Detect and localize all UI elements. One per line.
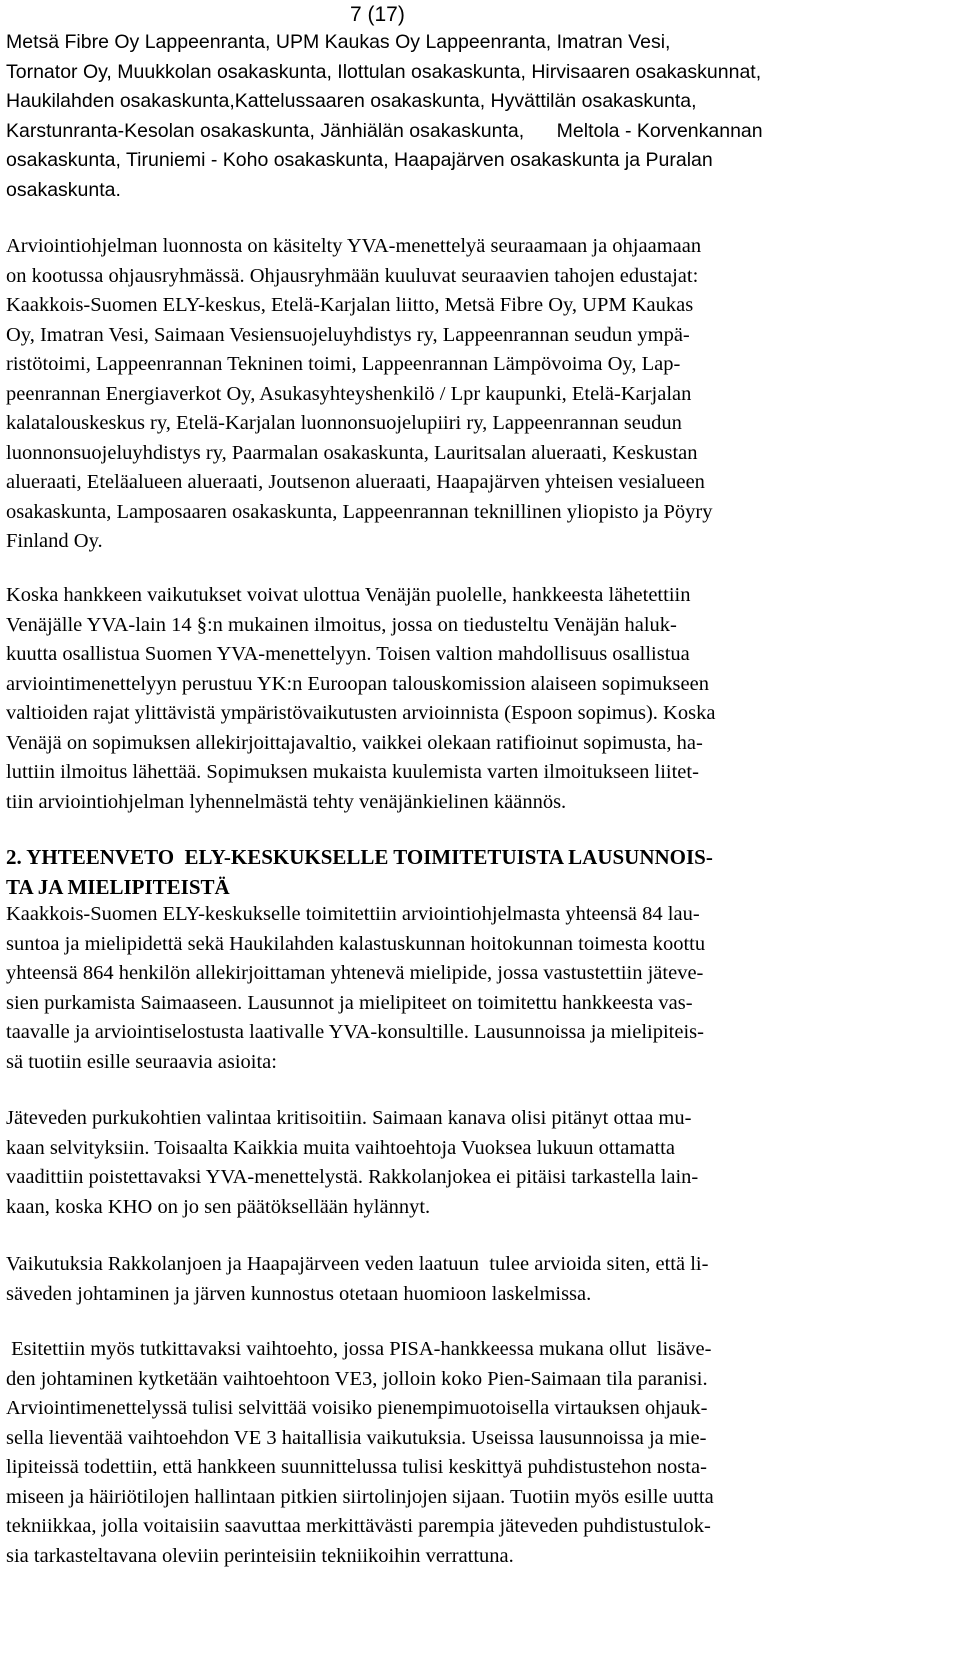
text-line: Karstunranta-Kesolan osakaskunta, Jänhiälän osakaskunta, Meltola - Korvenkannan <box>6 119 763 142</box>
text-line: miseen ja häiriötilojen hallintaan pitkien siirtolinjojen sijaan. Tuotiin myös esille uutta <box>6 1485 714 1508</box>
text-line: Finland Oy. <box>6 530 103 552</box>
text-line: osakaskunta. <box>6 178 121 201</box>
paragraph-russia-notification <box>6 581 906 817</box>
text-line: yhteensä 864 henkilön allekirjoittaman yhtenevä mielipide, jossa vastustettiin jäteve- <box>6 962 704 984</box>
text-line: suntoa ja mielipidettä sekä Haukilahden kalastuskunnan hoitokunnan toimesta koottu <box>6 932 706 955</box>
paragraph-statements-summary <box>6 900 906 1077</box>
text-line: alueraati, Eteläalueen alueraati, Joutsenon alueraati, Haapajärven yhteisen vesialueen <box>6 471 705 493</box>
text-line: sella lieventää vaihtoehdon VE 3 haitallisia vaikutuksia. Useissa lausunnoissa ja mie- <box>6 1426 707 1449</box>
text-line: Haukilahden osakaskunta,Kattelussaaren osakaskunta, Hyvättilän osakaskunta, <box>6 90 697 112</box>
paragraph-alternatives <box>6 1335 906 1571</box>
text-line: tekniikkaa, jolla voitaisiin saavuttaa merkittävästi parempia jäteveden puhdistustulok- <box>6 1515 711 1537</box>
text-line: sä tuotiin esille seuraavia asioita: <box>6 1050 277 1073</box>
text-line: Arviointimenettelyssä tulisi selvittää voisiko pienempimuotoisella virtauksen ohjauk- <box>6 1397 708 1419</box>
paragraph-steering-group <box>6 232 906 557</box>
text-line: Vaikutuksia Rakkolanjoen ja Haapajärveen veden laatuun tulee arvioida siten, että li- <box>6 1253 709 1275</box>
text-line: lipiteissä todettiin, että hankkeen suunnittelussa tulisi keskittyä puhdistustehon nosta- <box>6 1456 707 1478</box>
text-line: valtioiden rajat ylittävistä ympäristövaikutusten arvioinnista (Espoon sopimus). Koska <box>6 702 716 724</box>
text-line: den johtaminen kytketään vaihtoehtoon VE3, jolloin koko Pien-Saimaan tila paranisi. <box>6 1367 708 1390</box>
text-line: ristötoimi, Lappeenrannan Tekninen toimi, Lappeenrannan Lämpövoima Oy, Lap- <box>6 353 681 375</box>
text-line: sia tarkasteltavana oleviin perinteisiin tekniikoihin verrattuna. <box>6 1544 514 1567</box>
text-line: Kaakkois-Suomen ELY-keskus, Etelä-Karjalan liitto, Metsä Fibre Oy, UPM Kaukas <box>6 294 694 316</box>
text-line: osakaskunta, Lamposaaren osakaskunta, Lappeenrannan teknillinen yliopisto ja Pöyry <box>6 500 713 523</box>
text-line: vaadittiin poistettavaksi YVA-menettelystä. Rakkolanjokea ei pitäisi tarkastella lain- <box>6 1166 699 1188</box>
text-line: kaan, koska KHO on jo sen päätöksellään hylännyt. <box>6 1195 431 1218</box>
text-line: Oy, Imatran Vesi, Saimaan Vesiensuojeluyhdistys ry, Lappeenrannan seudun ympä- <box>6 323 690 346</box>
text-line: kuutta osallistua Suomen YVA-menettelyyn. Toisen valtion mahdollisuus osallistua <box>6 643 690 665</box>
text-line: Kaakkois-Suomen ELY-keskukselle toimitettiin arviointiohjelmasta yhteensä 84 lau- <box>6 903 700 925</box>
heading-line: 2. YHTEENVETO ELY-KESKUKSELLE TOIMITETUISTA LAUSUNNOIS- <box>6 845 713 869</box>
section-heading <box>6 843 906 902</box>
text-line: luonnonsuojeluyhdistys ry, Paarmalan osakaskunta, Lauritsalan alueraati, Keskustan <box>6 441 698 464</box>
text-line: Jäteveden purkukohtien valintaa kritisoitiin. Saimaan kanava olisi pitänyt ottaa mu- <box>6 1107 692 1129</box>
text-line: on kootussa ohjausryhmässä. Ohjausryhmään kuuluvat seuraavien tahojen edustajat: <box>6 264 699 287</box>
paragraph-stakeholders <box>6 28 906 205</box>
heading-line: TA JA MIELIPITEISTÄ <box>6 874 230 899</box>
text-line: sien purkamista Saimaaseen. Lausunnot ja mielipiteet on toimitettu hankkeesta vas- <box>6 991 693 1014</box>
paragraph-discharge-criticism <box>6 1104 906 1222</box>
text-line: Venäjälle YVA-lain 14 §:n mukainen ilmoitus, jossa on tiedusteltu Venäjän haluk- <box>6 613 677 636</box>
text-line: taavalle ja arviointiselostusta laativalle YVA-konsultille. Lausunnoissa ja mielipiteis- <box>6 1021 704 1043</box>
text-line: osakaskunta, Tiruniemi - Koho osakaskunta, Haapajärven osakaskunta ja Puralan <box>6 149 713 171</box>
text-line: Venäjä on sopimuksen allekirjoittajavaltio, vaikkei olekaan ratifioinut sopimusta, ha- <box>6 731 703 754</box>
text-line: säveden johtaminen ja järven kunnostus otetaan huomioon laskelmissa. <box>6 1282 592 1305</box>
page-number: 7 (17) <box>350 3 405 26</box>
text-line: Koska hankkeen vaikutukset voivat ulottua Venäjän puolelle, hankkeesta lähetettiin <box>6 584 691 606</box>
text-line: Esitettiin myös tutkittavaksi vaihtoehto, jossa PISA-hankkeessa mukana ollut lisäve- <box>6 1338 712 1360</box>
text-line: luttiin ilmoitus lähettää. Sopimuksen mukaista kuulemista varten ilmoitukseen liitet- <box>6 761 699 783</box>
text-line: kaan selvityksiin. Toisaalta Kaikkia muita vaihtoehtoja Vuoksea lukuun ottamatta <box>6 1136 675 1159</box>
text-line: peenrannan Energiaverkot Oy, Asukasyhteyshenkilö / Lpr kaupunki, Etelä-Karjalan <box>6 382 692 405</box>
paragraph-water-quality <box>6 1250 906 1309</box>
text-line: tiin arviointiohjelman lyhennelmästä tehty venäjänkielinen käännös. <box>6 790 567 813</box>
text-line: arviointimenettelyyn perustuu YK:n Euroopan talouskomission alaiseen sopimukseen <box>6 672 709 695</box>
text-line: Arviointiohjelman luonnosta on käsitelty YVA-menettelyä seuraamaan ja ohjaamaan <box>6 235 702 257</box>
text-line: Tornator Oy, Muukkolan osakaskunta, Ilottulan osakaskunta, Hirvisaaren osakaskunnat, <box>6 60 762 83</box>
text-line: Metsä Fibre Oy Lappeenranta, UPM Kaukas Oy Lappeenranta, Imatran Vesi, <box>6 31 671 53</box>
text-line: kalatalouskeskus ry, Etelä-Karjalan luonnonsuojelupiiri ry, Lappeenrannan seudun <box>6 412 682 434</box>
